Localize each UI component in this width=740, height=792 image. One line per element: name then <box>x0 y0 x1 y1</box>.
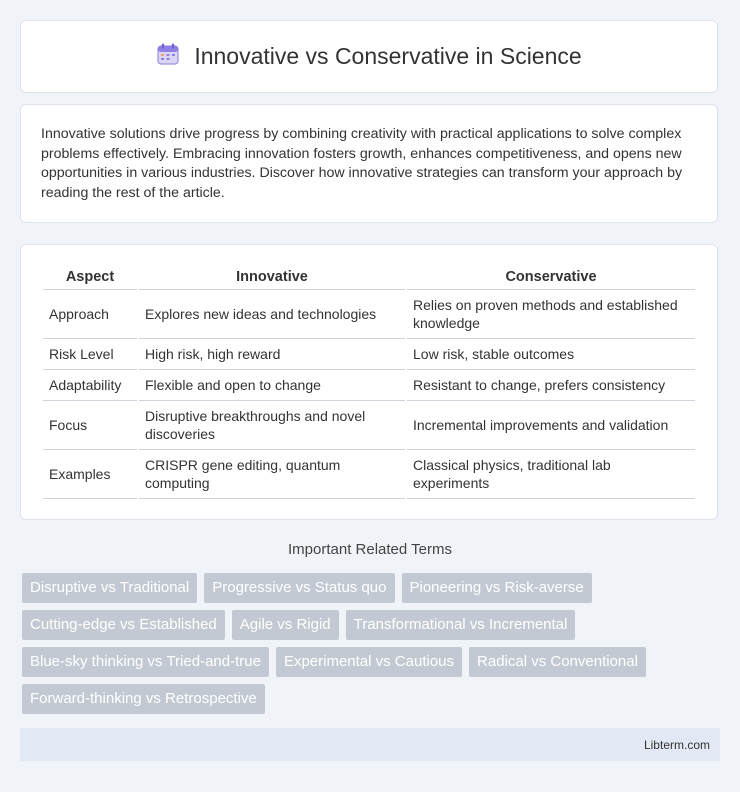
column-header-aspect: Aspect <box>43 263 137 290</box>
table-cell: CRISPR gene editing, quantum computing <box>139 450 405 499</box>
table-cell: Relies on proven methods and established knowledge <box>407 290 695 339</box>
related-term-tag[interactable]: Agile vs Rigid <box>232 610 339 640</box>
related-terms-list <box>22 573 702 714</box>
calendar-icon <box>156 42 180 71</box>
table-row <box>43 450 695 499</box>
table-cell: Incremental improvements and validation <box>407 401 695 450</box>
footer <box>20 728 720 761</box>
comparison-table <box>41 263 697 499</box>
table-row <box>43 339 695 370</box>
table-cell: High risk, high reward <box>139 339 405 370</box>
footer-site-link[interactable]: Libterm.com <box>643 737 710 752</box>
table-cell: Explores new ideas and technologies <box>139 290 405 339</box>
related-terms-title: Important Related Terms <box>288 541 452 558</box>
table-cell: Focus <box>43 401 137 450</box>
related-term-tag[interactable]: Radical vs Conventional <box>469 647 646 677</box>
table-cell: Classical physics, traditional lab experiments <box>407 450 695 499</box>
table-cell: Flexible and open to change <box>139 370 405 401</box>
table-row <box>43 401 695 450</box>
table-cell: Adaptability <box>43 370 137 401</box>
table-cell: Risk Level <box>43 339 137 370</box>
header-card <box>20 20 718 93</box>
related-term-tag[interactable]: Blue-sky thinking vs Tried-and-true <box>22 647 269 677</box>
related-term-tag[interactable]: Disruptive vs Traditional <box>22 573 197 603</box>
table-cell: Disruptive breakthroughs and novel discoveries <box>139 401 405 450</box>
table-row <box>43 290 695 339</box>
table-cell: Approach <box>43 290 137 339</box>
table-cell: Examples <box>43 450 137 499</box>
related-term-tag[interactable]: Transformational vs Incremental <box>346 610 576 640</box>
related-term-tag[interactable]: Forward-thinking vs Retrospective <box>22 684 265 714</box>
table-cell: Low risk, stable outcomes <box>407 339 695 370</box>
related-term-tag[interactable]: Progressive vs Status quo <box>204 573 394 603</box>
column-header-innovative: Innovative <box>139 263 405 290</box>
comparison-card <box>20 244 718 520</box>
related-term-tag[interactable]: Experimental vs Cautious <box>276 647 462 677</box>
table-row <box>43 370 695 401</box>
page-title: Innovative vs Conservative in Science <box>194 43 582 69</box>
table-header-row <box>43 263 695 290</box>
intro-text: Innovative solutions drive progress by combining creativity with practical applications to solve complex problems effectively. Embracing innovation fosters growth, enhances competitiveness, and opens new opportunities in various industries. Discover how innovative strategies can transform your approach by reading the rest of the article. <box>41 126 683 201</box>
table-cell: Resistant to change, prefers consistency <box>407 370 695 401</box>
related-term-tag[interactable]: Cutting-edge vs Established <box>22 610 225 640</box>
related-term-tag[interactable]: Pioneering vs Risk-averse <box>402 573 592 603</box>
column-header-conservative: Conservative <box>407 263 695 290</box>
intro-card <box>20 104 718 223</box>
